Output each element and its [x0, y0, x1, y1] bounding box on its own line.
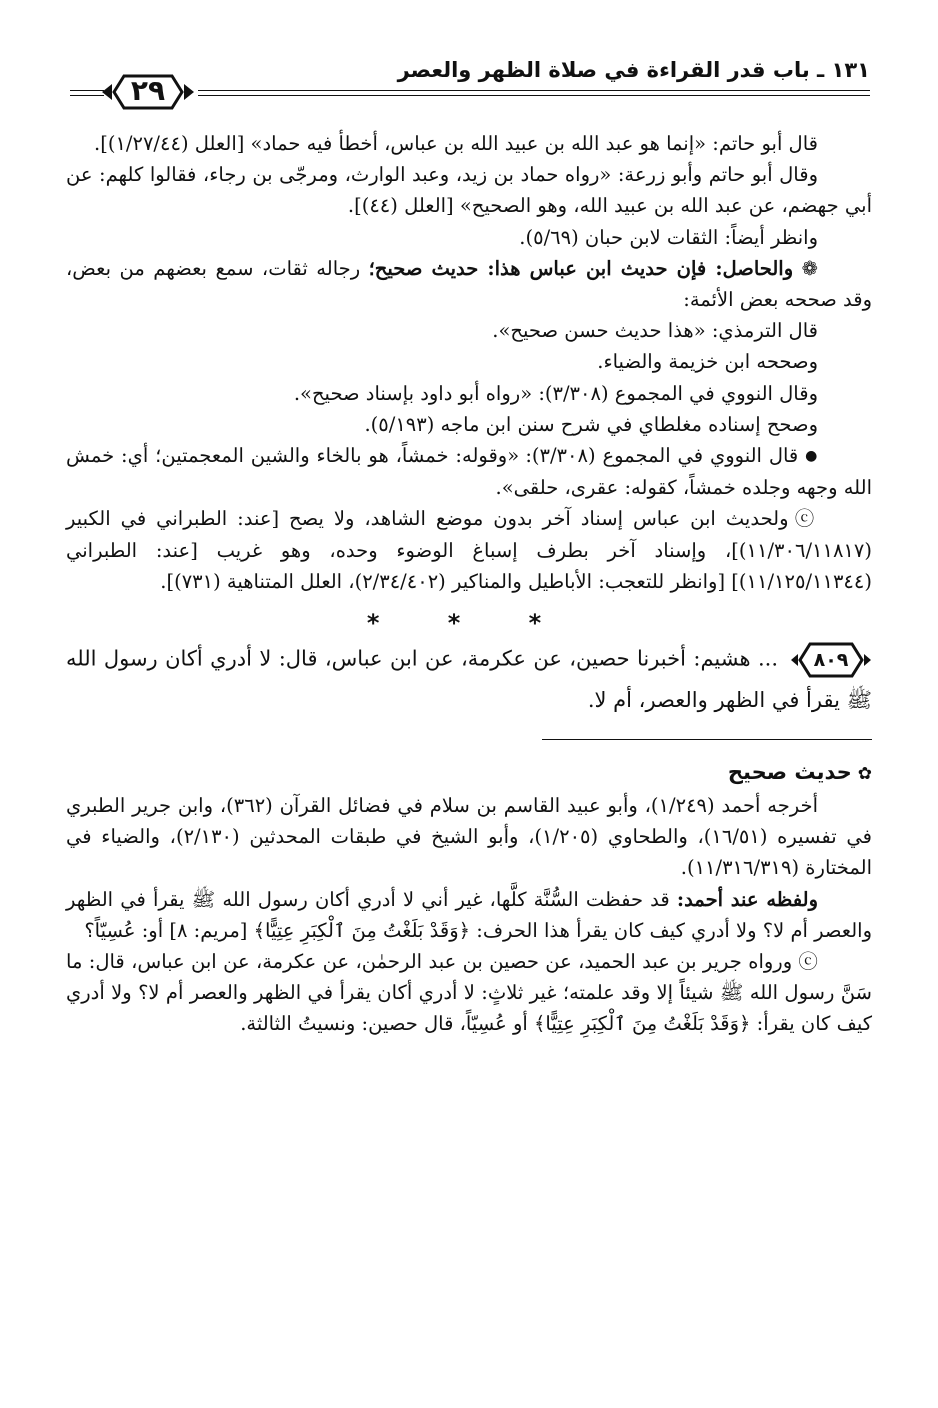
ahmad-wording	[66, 884, 872, 946]
flower-marker-icon: ❁	[801, 256, 818, 280]
page-body	[66, 128, 872, 1040]
ahmad-wording-label: ولفظه عند أحمد:	[676, 887, 818, 911]
jarir-narration-text: ورواه جرير بن عبد الحميد، عن حصين بن عبد الرحمٰن، عن عكرمة، عن ابن عباس، قال: ما سَنَّ رسول الله ﷺ شيئاً إلا وقد علمته؛ غير ثلاثٍ: لا أدري أكان يقرأ في الظهر والعصر أم لا؟ ولا أدري كيف كان يقرأ: ﴿وَقَدْ بَلَغْتُ مِنَ ٱلْكِبَرِ عِتِيًّا﴾ أو عُسِيّاً، قال حصين: ونسيتُ الثالثة.	[66, 950, 872, 1036]
hadith-text: ... هشيم: أخبرنا حصين، عن عكرمة، عن ابن عباس، قال: لا أدري أكان رسول الله ﷺ يقرأ في الظهر والعصر، أم لا.	[66, 646, 872, 713]
circle-marker-icon: ⓒ	[798, 950, 818, 974]
other-chain-text: ولحديث ابن عباس إسناد آخر بدون موضع الشاهد، ولا يصح [عند: الطبراني في الكبير (١١/٣٠٦/١١٨١٧)]، وإسناد آخر بطرف إسباغ الوضوء وحده، وهو غريب [عند: الطبراني (١١/١٢٥/١١٣٤٤)] [وانظر للتعجب: الأباطيل والمناكير (٢/٣٤/٤٠٢)، العلل المتناهية (٧٣١)].	[66, 507, 872, 593]
other-chain-note	[66, 503, 872, 597]
section-separator: * * *	[366, 609, 572, 638]
header-rule	[70, 90, 104, 91]
summary-bold: والحاصل: فإن حديث ابن عباس هذا: حديث صحيح؛	[368, 256, 794, 280]
paragraph: قال الترمذي: «هذا حديث حسن صحيح».	[492, 319, 818, 343]
hadith-block	[66, 639, 872, 719]
jarir-narration	[66, 946, 872, 1040]
summary-paragraph	[66, 253, 872, 315]
bullet-note-text: قال النووي في المجموع (٣/٣٠٨): «وقوله: خمشاً، هو بالخاء والشين المعجمتين؛ أي: خمش الله وجهه وجلده خمشاً، كقوله: عقرى، حلقى».	[66, 444, 872, 500]
hadith-number: ٨٠٩	[813, 649, 849, 672]
verdict-title: حديث صحيح	[727, 760, 852, 785]
header-rule	[198, 95, 870, 96]
paragraph: وقال النووي في المجموع (٣/٣٠٨): «رواه أبو داود بإسناد صحيح».	[293, 381, 818, 405]
verdict-heading	[66, 756, 872, 790]
paragraph: قال أبو حاتم: «إنما هو عبد الله بن عبيد الله بن عباس، أخطأ فيه حماد» [العلل (١/٢٧/٤٤)].	[94, 132, 818, 155]
bullet-icon: ●	[805, 448, 819, 465]
paragraph: وقال أبو حاتم وأبو زرعة: «رواه حماد بن زيد، وعبد الوارث، ومرجّى بن رجاء، فقالوا كلهم: عن أبي جهضم، عن عبد الله بن عبيد الله، وهو الصحيح» [العلل (٤٤)].	[66, 163, 872, 218]
hadith-number-badge	[790, 639, 872, 681]
chapter-title: ١٣١ ـ باب قدر القراءة في صلاة الظهر والعصر	[397, 58, 870, 82]
flower-marker-icon: ✿	[857, 764, 872, 785]
page-number: ٢٩	[130, 74, 166, 107]
takhrij-paragraph: أخرجه أحمد (١/٢٤٩)، وأبو عبيد القاسم بن سلام في فضائل القرآن (٣٦٢)، وابن جرير الطبري في تفسيره (١٦/٥١)، والطحاوي (١/٢٠٥)، وأبو الشيخ في طبقات المحدثين (٢/١٣٠)، والضياء في المختارة (١١/٣١٦/٣١٩).	[66, 794, 872, 880]
ahmad-wording-text: قد حفظت السُّنَّة كلَّها، غير أني لا أدري أكان رسول الله ﷺ يقرأ في الظهر والعصر أم لا؟ ولا أدري كيف كان يقرأ هذا الحرف: ﴿وَقَدْ بَلَغْتُ مِنَ ٱلْكِبَرِ عِتِيًّا﴾ [مريم: ٨] أو: عُسِيّاً؟	[66, 887, 872, 942]
page-number-badge	[100, 70, 196, 114]
header-rule	[198, 90, 870, 91]
paragraph: وصححه ابن خزيمة والضياء.	[597, 350, 818, 374]
footnote-divider	[542, 739, 872, 740]
paragraph: وصحح إسناده مغلطاي في شرح سنن ابن ماجه (٥/١٩٣).	[364, 412, 818, 436]
summary-text: رجاله ثقات، سمع بعضهم من بعض، وقد صححه بعض الأئمة:	[66, 256, 872, 312]
bullet-note	[66, 440, 872, 503]
paragraph: وانظر أيضاً: الثقات لابن حبان (٥/٦٩).	[519, 225, 818, 249]
circle-marker-icon: ⓒ	[794, 507, 818, 531]
header-rule	[70, 95, 104, 96]
page-header	[70, 58, 870, 108]
